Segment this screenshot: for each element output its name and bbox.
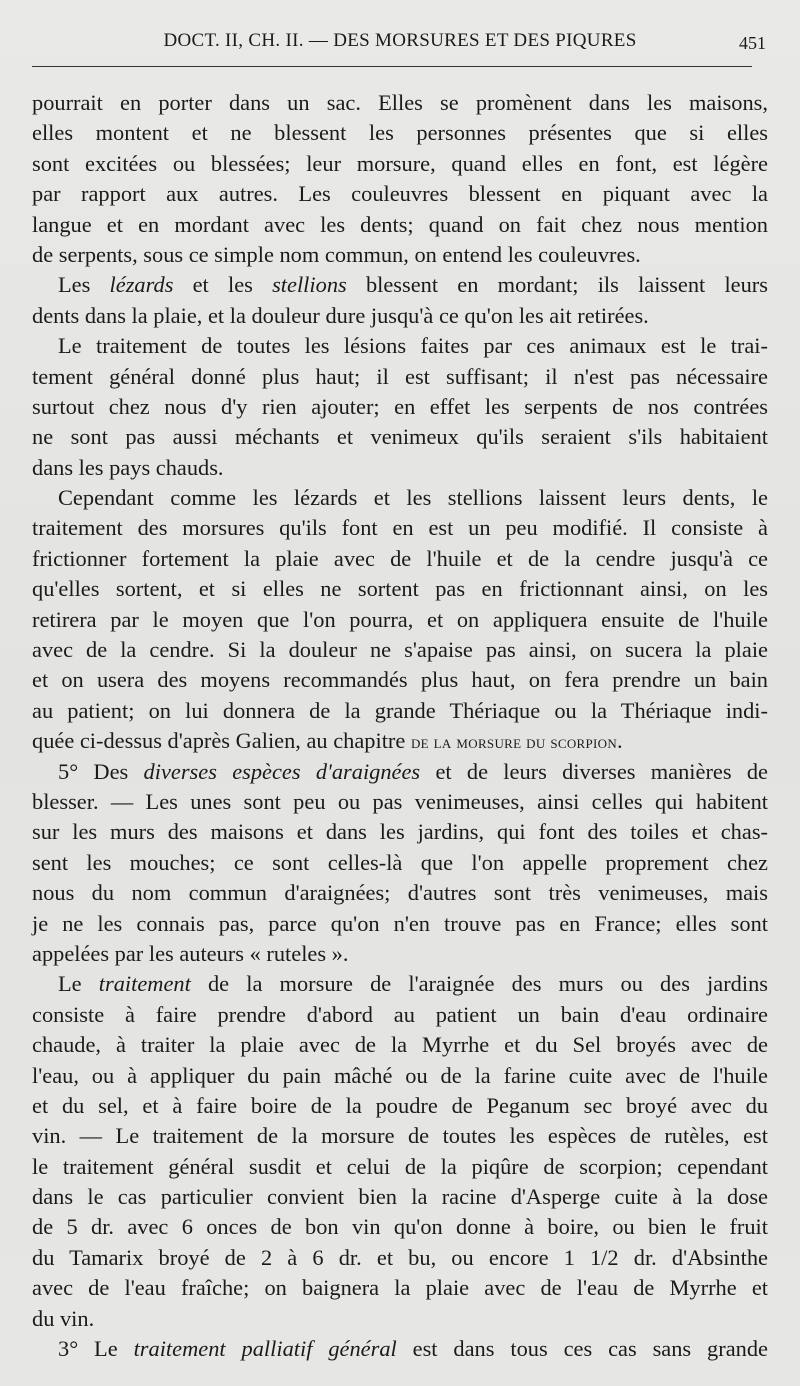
- text-line: [32, 574, 768, 604]
- text-line: [32, 1334, 768, 1364]
- text-line: [32, 726, 768, 756]
- text-segment: chaude, à traiter la plaie avec de la Myrrhe et du Sel broyés avec de: [32, 1032, 768, 1058]
- text-segment: le traitement général susdit et celui de la piqûre de scorpion; cependant: [32, 1153, 768, 1179]
- text-segment: dans les pays chauds.: [32, 454, 224, 480]
- text-segment: et de leurs diverses manières de: [420, 758, 768, 784]
- text-segment: dents dans la plaie, et la douleur dure jusqu'à ce qu'on les ait retirées.: [32, 302, 649, 328]
- text-segment: Les: [58, 272, 110, 298]
- text-line: [32, 696, 768, 726]
- text-segment: sont excitées ou blessées; leur morsure, quand elles en font, est légère: [32, 150, 768, 176]
- running-title: DOCT. II, CH. II. — DES MORSURES ET DES PIQURES: [163, 30, 637, 51]
- body-text: [32, 88, 768, 1364]
- text-line: [32, 362, 768, 392]
- text-line: [32, 1212, 768, 1242]
- text-line: [32, 210, 768, 240]
- small-caps-reference: de la morsure du scorpion: [410, 732, 618, 753]
- text-segment: du vin.: [32, 1305, 95, 1331]
- text-line: [32, 1091, 768, 1121]
- text-segment: quée ci-dessus d'après Galien, au chapitre: [32, 728, 411, 754]
- text-segment: 3° Le: [58, 1336, 134, 1362]
- text-segment: pourrait en porter dans un sac. Elles se promènent dans les maisons,: [32, 90, 768, 115]
- italic-term: traitement: [98, 971, 191, 997]
- text-line: [32, 1152, 768, 1182]
- text-line: [32, 1000, 768, 1030]
- text-segment: au patient; on lui donnera de la grande Thériaque ou la Thériaque indi-: [32, 697, 768, 723]
- text-segment: et on usera des moyens recommandés plus haut, on fera prendre un bain: [32, 667, 768, 693]
- text-line: [32, 939, 768, 969]
- text-segment: de 5 dr. avec 6 onces de bon vin qu'on donne à boire, ou bien le fruit: [32, 1214, 768, 1240]
- text-line: [32, 787, 768, 817]
- text-line: [32, 1273, 768, 1303]
- text-segment: retirera par le moyen que l'on pourra, et on appliquera ensuite de l'huile: [32, 606, 768, 632]
- text-segment: surtout chez nous d'y rien ajouter; en effet les serpents de nos contrées: [32, 393, 768, 419]
- text-segment: elles montent et ne blessent les personnes présentes que si elles: [32, 120, 768, 146]
- text-segment: dans le cas particulier convient bien la racine d'Asperge cuite à la dose: [32, 1184, 768, 1210]
- running-head: [32, 30, 768, 60]
- text-segment: appelées par les auteurs « ruteles ».: [32, 940, 349, 966]
- text-segment: je ne les connais pas, parce qu'on n'en trouve pas en France; elles sont: [32, 910, 768, 936]
- text-segment: consiste à faire prendre d'abord au patient un bain d'eau ordinaire: [32, 1001, 768, 1027]
- text-segment: sur les murs des maisons et dans les jardins, qui font des toiles et chas-: [32, 819, 768, 845]
- text-segment: traitement des morsures qu'ils font en est un peu modifié. Il consiste à: [32, 515, 768, 541]
- text-segment: par rapport aux autres. Les couleuvres blessent en piquant avec la: [32, 181, 768, 207]
- text-line: [32, 240, 768, 270]
- text-segment: l'eau, ou à appliquer du pain mâché ou de la farine cuite avec de l'huile: [32, 1062, 768, 1088]
- text-segment: vin. — Le traitement de la morsure de toutes les espèces de rutèles, est: [32, 1123, 768, 1149]
- text-line: [32, 909, 768, 939]
- text-segment: Cependant comme les lézards et les stellions laissent leurs dents, le: [58, 485, 768, 511]
- italic-term: traitement palliatif général: [133, 1336, 397, 1362]
- text-line: [32, 88, 768, 118]
- text-segment: tement général donné plus haut; il est suffisant; il n'est pas nécessaire: [32, 363, 768, 389]
- text-line: [32, 969, 768, 999]
- text-segment: sent les mouches; ce sont celles-là que l'on appelle proprement chez: [32, 849, 768, 875]
- text-segment: avec de l'eau fraîche; on baignera la plaie avec de l'eau de Myrrhe et: [32, 1275, 768, 1301]
- text-line: [32, 483, 768, 513]
- text-line: [32, 149, 768, 179]
- text-segment: est dans tous ces cas sans grande: [396, 1336, 768, 1362]
- header-rule: [32, 66, 752, 67]
- text-line: [32, 270, 768, 300]
- text-line: [32, 1061, 768, 1091]
- text-line: [32, 757, 768, 787]
- text-line: [32, 605, 768, 635]
- text-line: [32, 878, 768, 908]
- text-segment: langue et en mordant avec les dents; quand on fait chez nous mention: [32, 211, 768, 237]
- text-segment: du Tamarix broyé de 2 à 6 dr. et bu, ou encore 1 1/2 dr. d'Absinthe: [32, 1244, 768, 1270]
- text-segment: qu'elles sortent, et si elles ne sortent pas en frictionnant ainsi, on les: [32, 576, 768, 602]
- text-line: [32, 422, 768, 452]
- text-line: [32, 331, 768, 361]
- text-line: [32, 301, 768, 331]
- text-line: [32, 635, 768, 665]
- text-line: [32, 848, 768, 878]
- text-segment: de serpents, sous ce simple nom commun, on entend les couleuvres.: [32, 241, 641, 267]
- page-number: 451: [739, 33, 766, 53]
- italic-term: diverses espèces d'araignées: [143, 758, 421, 784]
- text-segment: frictionner fortement la plaie avec de l'huile et de la cendre jusqu'à ce: [32, 545, 768, 571]
- text-line: [32, 817, 768, 847]
- text-segment: blessent en mordant; ils laissent leurs: [346, 272, 768, 298]
- text-segment: ne sont pas aussi méchants et venimeux qu'ils seraient s'ils habitaient: [32, 424, 768, 450]
- text-line: [32, 453, 768, 483]
- text-segment: avec de la cendre. Si la douleur ne s'apaise pas ainsi, on sucera la plaie: [32, 637, 768, 663]
- text-line: [32, 513, 768, 543]
- text-segment: 5° Des: [58, 758, 144, 784]
- text-line: [32, 392, 768, 422]
- text-line: [32, 544, 768, 574]
- text-segment: et du sel, et à faire boire de la poudre de Peganum sec broyé avec du: [32, 1092, 768, 1118]
- text-line: [32, 1304, 768, 1334]
- text-segment: Le traitement de toutes les lésions faites par ces animaux est le trai-: [58, 333, 768, 359]
- text-line: [32, 1030, 768, 1060]
- text-segment: nous du nom commun d'araignées; d'autres sont très venimeuses, mais: [32, 880, 768, 906]
- italic-term: stellions: [272, 272, 347, 298]
- text-line: [32, 1121, 768, 1151]
- italic-term: lézards: [109, 272, 174, 298]
- text-line: [32, 179, 768, 209]
- text-line: [32, 1243, 768, 1273]
- text-line: [32, 665, 768, 695]
- text-segment: .: [617, 728, 623, 754]
- text-line: [32, 118, 768, 148]
- text-segment: et les: [173, 272, 273, 298]
- text-line: [32, 1182, 768, 1212]
- text-segment: blesser. — Les unes sont peu ou pas venimeuses, ainsi celles qui habitent: [32, 788, 768, 814]
- text-segment: Le: [58, 971, 99, 997]
- text-segment: de la morsure de l'araignée des murs ou des jardins: [190, 971, 768, 997]
